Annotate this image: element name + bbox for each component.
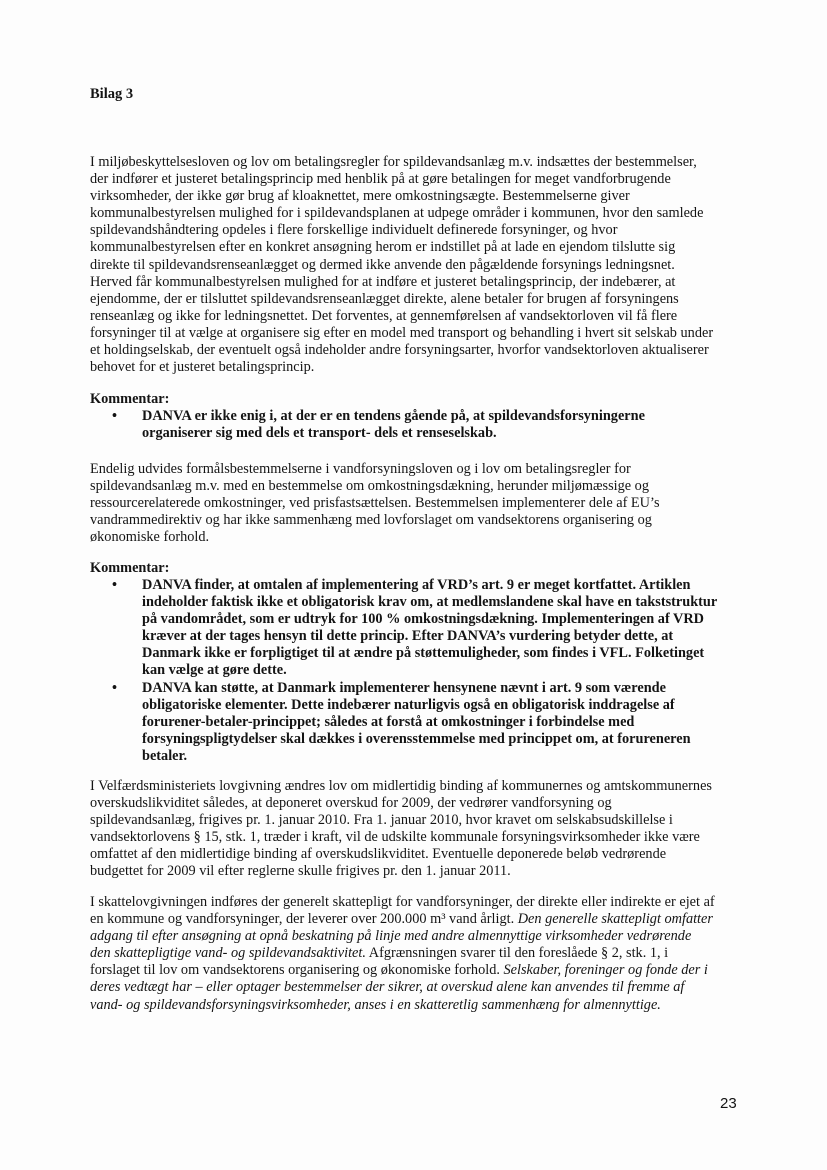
comment-bullet [108,680,748,765]
text-line: et holdingselskab, der eventuelt også indeholder andre forsyningsarter, hvorfor vandsektorloven aktualiserer [90,342,709,359]
text-line: forsyninger til at vælge at organisere sig efter en model med transport og behandling i hvert sit selskab under [90,324,714,341]
text-line: I Velfærdsministeriets lovgivning ændres lov om midlertidig binding af kommunernes og amtskommunernes [90,778,712,794]
bullet-icon: • [112,577,118,593]
page-heading: Bilag 3 [90,86,134,102]
text-line: direkte til spildevandsrenseanlægget og dermed ikke anvende den pågældende forsynings ledningsnet. [90,256,675,273]
text-line: indeholder faktisk ikke et obligatorisk krav om, at medlemslandene skal have en takststruktur [142,594,718,611]
text-line [90,911,740,928]
text-segment: forslaget til lov om vandsektorens organisering og økonomiske forhold. [90,962,504,979]
text-line: budgettet for 2009 vil efter reglerne skulle frigives pr. den 1. januar 2011. [90,863,511,880]
paragraph-miljoebeskyttelse [90,154,740,376]
comment-label: Kommentar: [90,391,170,407]
text-line: betaler. [142,747,188,764]
text-line: kræver at der tages hensyn til dette princip. Efter DANVA’s vurdering betyder dette, at [142,628,674,645]
comment-label: Kommentar: [90,560,170,576]
text-line: forurener-betaler-princippet; således at forstå at omkostninger i forbindelse med [142,713,635,730]
text-line: renseanlæg og ikke for ledningsnettet. Det forventes, at gennemførelsen af vandsektorloven vil få flere [90,307,678,324]
text-line: vandrammedirektiv og har ikke sammenhæng med lovforslaget om vandsektorens organisering og [90,512,652,529]
text-line: kan vælge at gøre dette. [142,662,287,679]
italic-segment: den skattepligtige vand- og spildevandsaktivitet. [90,945,366,962]
text-line [90,945,740,962]
comment-bullet-list [108,577,748,765]
text-line: vandsektorlovens § 15, stk. 1, træder i kraft, vil de udskilte kommunale forsyningsvirksomheder ikke være [90,829,700,846]
text-line: ejendomme, der er tilsluttet spildevandsrenseanlægget direkte, alene betaler for brugen af forsyningens [90,290,679,307]
text-line: Herved får kommunalbestyrelsen mulighed for at indføre et justeret betalingsprincip, der indebærer, at [90,273,676,290]
text-line: forsyningspligtydelser skal dækkes i overensstemmelse med princippet om, at forureneren [142,730,691,747]
text-line: spildevandsanlæg m.v. med en bestemmelse om omkostningsdækning, herunder miljømæssige og [90,478,649,495]
text-line: økonomiske forhold. [90,529,210,546]
comment-bullet-list [108,408,748,442]
text-line: DANVA kan støtte, at Danmark implementerer hensynene nævnt i art. 9 som værende [142,679,666,696]
italic-line: adgang til efter ansøgning at opnå beskatning på linje med andre almennyttige virksomheder vedrørende [90,928,692,945]
text-line: Endelig udvides formålsbestemmelserne i vandforsyningsloven og i lov om betalingsregler for [90,461,631,477]
paragraph-skattelovgivning [90,894,740,1014]
bullet-icon: • [112,679,118,696]
text-line: spildevandshåndtering opdeles i flere forskellige individuelt definerede forsyninger, og hvor [90,222,618,239]
italic-line: vand- og spildevandsforsyningsvirksomheder, anses i en skatteretlig sammenhæng for almennyttige. [90,996,661,1013]
text-line: virksomheder, der ikke gør brug af kloaknettet, mere omkostningsægte. Bestemmelserne giver [90,188,630,205]
italic-segment: Selskaber, foreninger og fonde der i [503,962,708,979]
bullet-icon: • [112,408,118,424]
italic-line: deres vedtægt har – eller optager bestemmelser der sikrer, at overskud alene kan anvendes til fremme af [90,979,685,996]
text-line: I miljøbeskyttelsesloven og lov om betalingsregler for spildevandsanlæg m.v. indsættes der bestemmelser, [90,154,697,170]
text-line: obligatoriske elementer. Dette indebærer naturligvis også en obligatorisk inddragelse af [142,696,675,713]
text-line: Danmark ikke er forpligtiget til at ændre på støttemuligheder, som findes i VFL. Folketinget [142,645,705,662]
text-line: DANVA er ikke enig i, at der er en tendens gående på, at spildevandsforsyningerne [142,408,645,424]
paragraph-formaalsbestemmelser [90,461,740,546]
comment-bullet [108,408,748,442]
text-line: der indfører et justeret betalingsprincip med henblik på at gøre betalingen for meget vandforbrugende [90,171,671,188]
page-number: 23 [720,1095,737,1112]
text-segment: Afgrænsningen svarer til den foreslåede § 2, stk. 1, i [365,945,669,962]
text-line: organiserer sig med dels et transport- dels et renseselskab. [142,425,497,442]
text-line [90,962,740,979]
comment-bullet [108,577,748,680]
text-line: omfattet af den midlertidige binding af overskudslikviditet. Eventuelle deponerede beløb vedrørende [90,846,667,863]
text-line: ressourcerelaterede omkostninger, ved prisfastsættelsen. Bestemmelsen implementerer dele af EU’s [90,495,660,512]
text-line: kommunalbestyrelsen mulighed for i spildevandsplanen at udpege områder i kommunen, hvor den samlede [90,205,704,222]
italic-segment: Den generelle skattepligt omfatter [517,911,713,928]
text-line: kommunalbestyrelsen efter en konkret ansøgning herom er indstillet på at lade en ejendom tilslutte sig [90,239,676,256]
text-segment: en kommune og vandforsyninger, der leverer over 200.000 m³ vand årligt. [90,911,518,928]
text-line: behovet for et justeret betalingsprincip. [90,359,315,376]
text-line: overskudslikviditet således, at deponeret overskud for 2009, der vedrører vandforsyning og [90,795,612,812]
text-line: DANVA finder, at omtalen af implementering af VRD’s art. 9 er meget kortfattet. Artiklen [142,577,691,593]
paragraph-velfaerdsministeriet [90,778,740,881]
text-line: I skattelovgivningen indføres der generelt skattepligt for vandforsyninger, der direkte eller indirekte er ejet af [90,894,715,910]
text-line: spildevandsanlæg, frigives pr. 1. januar 2010. Fra 1. januar 2010, hvor kravet om selskabsudskillelse i [90,812,673,829]
text-line: på vandområdet, som er udtryk for 100 % omkostningsdækning. Implementeringen af VRD [142,611,704,628]
